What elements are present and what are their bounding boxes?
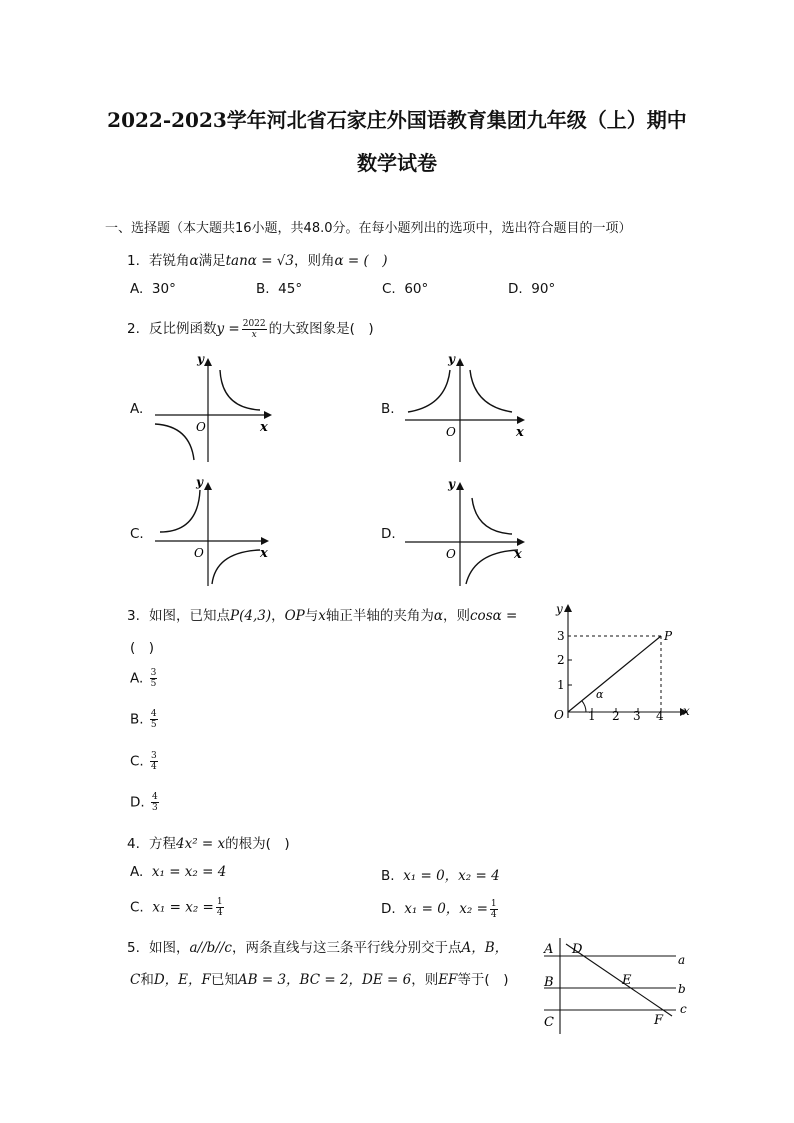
q4-text: 的根为( ) — [225, 836, 290, 852]
y-label: y — [448, 477, 455, 491]
question-5 — [127, 936, 508, 956]
q3-text: ， — [271, 608, 285, 624]
origin-label: O — [446, 547, 456, 561]
q1-option-b: B. 45° — [256, 281, 303, 297]
alpha-label: α — [596, 688, 604, 701]
q3-option-c: C. $\frac{3}{4}$ — [130, 751, 157, 772]
q5-ef: EF — [438, 972, 458, 988]
q5-text: ，则 — [411, 972, 439, 988]
curve-branch-2 — [155, 424, 194, 460]
origin-label: O — [554, 708, 564, 722]
q2-label-c: C. — [130, 526, 144, 542]
q2-graph-b — [400, 350, 530, 465]
x-label: x — [516, 425, 524, 440]
q3-text: 如图，已知点 — [149, 608, 230, 624]
question-number: 4. — [127, 836, 140, 852]
q2-label-d: D. — [381, 526, 396, 542]
point-a-label: A — [544, 942, 554, 957]
curve-branch-2 — [466, 550, 518, 584]
q3-option-d: D. $\frac{4}{3}$ — [130, 792, 158, 813]
question-5-line2 — [130, 968, 508, 988]
q5-text: 等于( ) — [457, 972, 509, 988]
q2-text: 反比例函数 — [149, 321, 217, 337]
q4-option-d: D. x₁ = 0，x₂ = $\frac{1}{4}$ — [381, 898, 497, 920]
q1-alpha: α — [189, 253, 199, 269]
q2-fraction: $\frac{2022}{x}$ — [242, 318, 266, 340]
question-3-line2: ( ) — [130, 640, 155, 656]
p-label: P — [664, 629, 673, 643]
y-axis-arrow — [564, 604, 572, 612]
angle-arc — [582, 701, 586, 712]
q1-text: 若锐角 — [149, 253, 190, 269]
q5-text: ，两条直线与这三条平行线分别交于点 — [231, 940, 462, 956]
q4-option-a: A. x₁ = x₂ = 4 — [130, 864, 227, 880]
y-axis-arrow — [456, 358, 464, 366]
q2-label-a: A. — [130, 401, 144, 417]
question-number: 2. — [127, 321, 140, 337]
q5-text: 和 — [140, 972, 154, 988]
q4-option-b: B. x₁ = 0，x₂ = 4 — [381, 868, 500, 884]
q5-given: AB = 3，BC = 2，DE = 6 — [237, 972, 412, 988]
curve-branch-1 — [220, 370, 260, 410]
curve-branch-2 — [408, 370, 450, 412]
q3-option-a: A. $\frac{3}{5}$ — [130, 668, 157, 689]
q2-graph-d — [400, 474, 530, 589]
question-4 — [127, 832, 290, 852]
question-number: 5. — [127, 940, 140, 956]
q1-text: ，则角 — [294, 253, 335, 269]
q5-points: D，E，F — [153, 972, 211, 988]
line-c-label: c — [680, 1002, 687, 1016]
line-b-label: b — [678, 982, 686, 996]
q2-y-eq: y = — [216, 321, 240, 337]
x-axis-arrow — [517, 538, 525, 546]
y-axis-arrow — [456, 482, 464, 490]
q5-points: A，B， — [461, 940, 509, 956]
q2-text: 的大致图象是( ) — [268, 321, 374, 337]
line-a-label: a — [678, 953, 686, 967]
x-tick-label: 4 — [656, 709, 664, 723]
q1-expr2: α = ( ) — [334, 253, 388, 269]
question-number: 3. — [127, 608, 140, 624]
point-c-label: C — [544, 1015, 554, 1030]
y-axis-arrow — [204, 358, 212, 366]
x-label: x — [260, 420, 268, 435]
curve-branch-1 — [470, 370, 512, 412]
point-b-label: B — [544, 975, 554, 990]
q3-option-b: B. $\frac{4}{5}$ — [130, 709, 157, 730]
q4-option-c: C. x₁ = x₂ = $\frac{1}{4}$ — [130, 897, 223, 918]
y-label: y — [197, 352, 204, 366]
q3-point: P(4,3) — [230, 608, 272, 624]
x-label: x — [260, 546, 268, 561]
q5-c: C — [130, 972, 141, 988]
x-axis-arrow — [517, 416, 525, 424]
q3-op: OP — [284, 608, 305, 624]
y-label: y — [196, 475, 203, 489]
q1-option-c: C. 60° — [382, 281, 429, 297]
question-1 — [127, 249, 388, 269]
question-2 — [127, 317, 374, 340]
q2-graph-a — [150, 350, 280, 465]
origin-label: O — [196, 420, 206, 434]
q1-text: 满足 — [198, 253, 226, 269]
point-d-label: D — [572, 942, 583, 957]
x-label: x — [514, 547, 522, 562]
q3-text: 轴正半轴的夹角为 — [325, 608, 434, 624]
y-label: y — [556, 602, 563, 616]
x-label: x — [683, 704, 690, 718]
q5-expr: a//b//c — [189, 940, 232, 956]
point-e-label: E — [622, 973, 632, 988]
q1-option-d: D. 90° — [508, 281, 556, 297]
question-number: 1. — [127, 253, 140, 269]
y-tick-label: 2 — [557, 653, 565, 667]
curve-branch-2 — [212, 550, 260, 584]
section-heading: 一、选择题（本大题共16小题，共48.0分。在每小题列出的选项中，选出符合题目的一项） — [105, 221, 632, 236]
q3-x: x — [318, 608, 326, 624]
q4-text: 方程 — [149, 836, 176, 852]
y-tick-label: 3 — [557, 629, 565, 643]
paper-title-line2: 数学试卷 — [357, 151, 437, 175]
paper-title-line1: 2022-2023学年河北省石家庄外国语教育集团九年级（上）期中 — [107, 108, 687, 132]
segment-op — [568, 636, 661, 712]
x-tick-label: 3 — [633, 709, 641, 723]
curve-branch-1 — [472, 498, 512, 534]
q3-text: 与 — [304, 608, 319, 624]
q3-alpha: α — [433, 608, 443, 624]
origin-label: O — [446, 425, 456, 439]
q1-option-a: A. 30° — [130, 281, 176, 297]
q2-graph-c — [150, 474, 280, 589]
curve-branch-1 — [160, 490, 200, 532]
y-label: y — [448, 352, 455, 366]
x-axis-arrow — [261, 537, 269, 545]
y-tick-label: 1 — [557, 678, 565, 692]
y-axis-arrow — [204, 482, 212, 490]
q5-text: 已知 — [210, 972, 238, 988]
q5-text: 如图， — [149, 940, 190, 956]
q2-label-b: B. — [381, 401, 395, 417]
x-tick-label: 2 — [612, 709, 620, 723]
q1-expr: tanα = √3 — [225, 253, 294, 269]
q4-expr: 4x² = x — [176, 836, 226, 852]
point-f-label: F — [654, 1013, 664, 1028]
q5-parallel-lines-figure — [538, 936, 698, 1036]
x-tick-label: 1 — [588, 709, 596, 723]
q3-text: ，则 — [443, 608, 470, 624]
origin-label: O — [194, 546, 204, 560]
question-3 — [127, 604, 517, 624]
q3-cos: cosα = — [470, 608, 518, 624]
x-axis-arrow — [264, 411, 272, 419]
q3-coordinate-figure — [548, 598, 698, 724]
